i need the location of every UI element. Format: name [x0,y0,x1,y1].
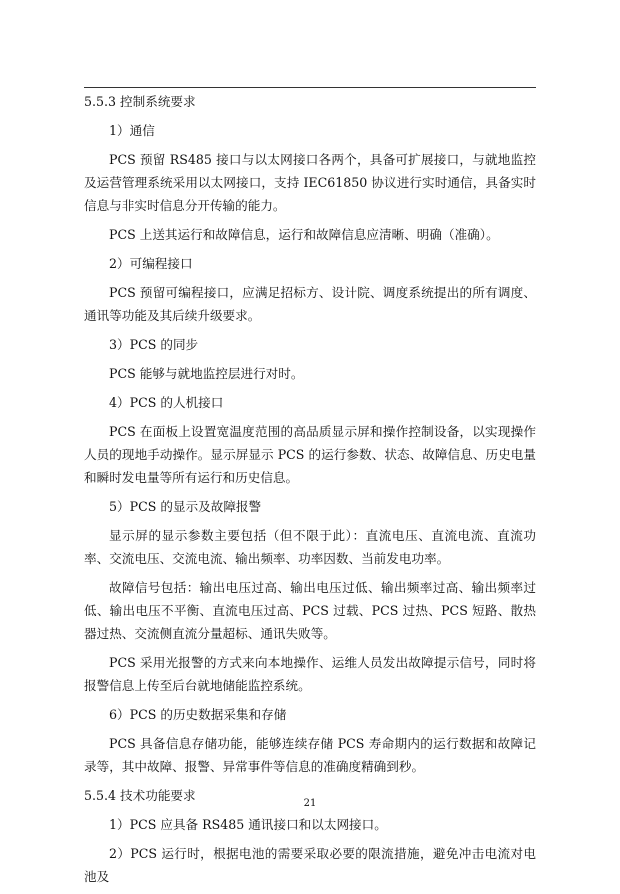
item-heading-pcs-sync: 3）PCS 的同步 [109,337,199,352]
paragraph: PCS 在面板上设置宽温度范围的高品质显示屏和操作控制设备，以实现操作人员的现地手动操作。显示屏显示 PCS 的运行参数、状态、故障信息、历史电量和瞬时发电量等所有运行和历史信息。 [84,424,536,485]
list-item: 2）PCS 运行时，根据电池的需要采取必要的限流措施，避免冲击电流对电池及 [84,846,536,884]
item-heading-programmable-interface: 2）可编程接口 [109,256,193,271]
item-heading-display-alarm: 5）PCS 的显示及故障报警 [109,499,262,514]
list-item: 1）PCS 应具备 RS485 通讯接口和以太网接口。 [109,817,387,832]
document-body [84,90,536,894]
page-number: 21 [303,798,317,809]
paragraph: PCS 上送其运行和故障信息，运行和故障信息应清晰、明确（准确）。 [109,227,499,242]
section-heading-5-5-4: 5.5.4 技术功能要求 [84,788,196,803]
item-heading-history-data: 6）PCS 的历史数据采集和存储 [109,707,287,722]
paragraph: 故障信号包括：输出电压过高、输出电压过低、输出频率过高、输出频率过低、输出电压不平衡、直流电压过高、PCS 过载、PCS 过热、PCS 短路、散热器过热、交流侧直流分量超标、通讯失败等。 [84,580,536,641]
header-rule [84,87,536,88]
paragraph: PCS 具备信息存储功能，能够连续存储 PCS 寿命期内的运行数据和故障记录等，其中故障、报警、异常事件等信息的准确度精确到秒。 [84,736,536,774]
paragraph: PCS 预留可编程接口，应满足招标方、设计院、调度系统提出的所有调度、通讯等功能及其后续升级要求。 [84,285,536,323]
section-heading-5-5-3: 5.5.3 控制系统要求 [84,94,196,109]
item-heading-communication: 1）通信 [109,123,155,138]
paragraph: PCS 能够与就地监控层进行对时。 [109,366,304,381]
paragraph: PCS 预留 RS485 接口与以太网接口各两个，具备可扩展接口，与就地监控及运营管理系统采用以太网接口，支持 IEC61850 协议进行实时通信，具备实时信息与非实时信息分开传输的能力。 [84,152,536,213]
item-heading-hmi: 4）PCS 的人机接口 [109,395,224,410]
paragraph: 显示屏的显示参数主要包括（但不限于此）：直流电压、直流电流、直流功率、交流电压、交流电流、输出频率、功率因数、当前发电功率。 [84,528,536,566]
paragraph: PCS 采用光报警的方式来向本地操作、运维人员发出故障提示信号，同时将报警信息上传至后台就地储能监控系统。 [84,655,536,693]
